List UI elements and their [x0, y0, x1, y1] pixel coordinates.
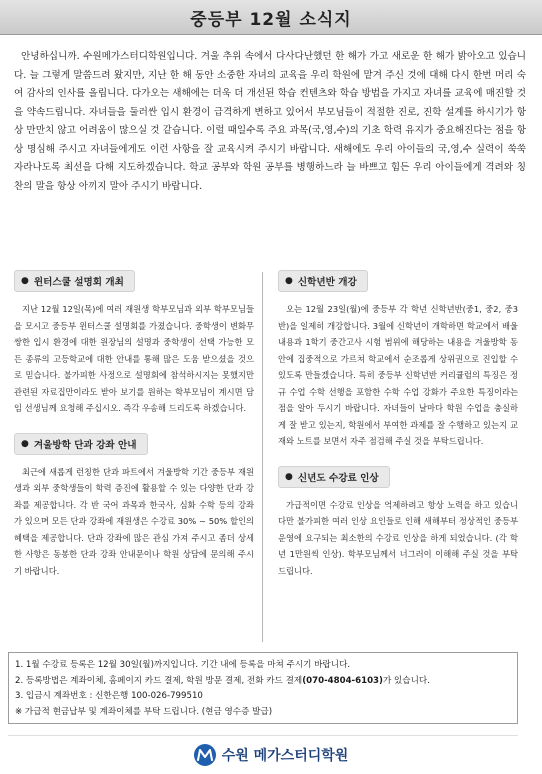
column-divider — [262, 272, 263, 642]
bullet-icon: ● — [285, 471, 293, 482]
section-text: 가급적이면 수강료 인상을 억제하려고 항상 노력을 하고 있습니다만 불가피한 여러 인상 요인들로 인해 새해부터 정상적인 중등부 운영에 요구되는 최소한의 수강료 인상을 하게 되었습니다. (각 학년 1만원씩 인상). 학부모님께서 너그러이 이해해 주실 것을 부탁드립니다. — [278, 499, 518, 576]
phone-number: (070-4804-6103) — [302, 675, 383, 686]
notice-line-account: 3. 입금시 계좌번호 : 신한은행 100-026-799510 — [15, 691, 203, 701]
section-heading — [14, 433, 148, 455]
bullet-icon: ● — [21, 276, 29, 286]
bullet-icon: ● — [285, 276, 293, 286]
bullet-icon: ● — [21, 438, 29, 449]
left-column — [14, 268, 254, 593]
section-heading-label: 신년도 수강료 인상 — [297, 472, 379, 484]
notice-line-request: ※ 가급적 현금납부 및 계좌이체를 부탁 드립니다. (현금 영수증 발급) — [15, 706, 273, 717]
section-heading-label: 겨울방학 단과 강좌 안내 — [33, 439, 137, 451]
section-body — [14, 301, 254, 417]
section-heading — [278, 466, 390, 488]
footer — [0, 741, 542, 769]
academy-name: 수원 메가스터디학원 — [221, 748, 349, 764]
section-text: 최근에 새롭게 런칭한 단과 파트에서 겨울방학 기간 중등부 재원생과 외부 중학생들이 학력 증진에 활용할 수 있는 다양한 단과 강좌를 제공합니다. 각 반 국어 과목과 한국사, 심화 수학 등의 강좌가 있으며 모든 단과 강좌에 재원생은 수강료 30% ~ 50% 할인의 혜택을 제공합니다. 단과 강좌에 많은 관심 가져 주시고 좀더 상세한 사항은 동봉한 단과 강좌 안내문이나 학원 상담에 문의해 주시기 바랍니다. — [14, 466, 254, 576]
intro-message — [14, 48, 526, 196]
right-column — [278, 268, 518, 593]
section-tuition — [278, 464, 518, 580]
academy-logo-icon — [194, 744, 216, 766]
section-heading — [278, 270, 368, 292]
section-body — [278, 497, 518, 580]
section-body — [14, 464, 254, 580]
notice-line-payment — [15, 674, 511, 690]
intro-paragraph: 안녕하십니까. 수원메가스터디학원입니다. 겨울 추위 속에서 다사다난했던 한 해가 가고 새로운 한 해가 밝아오고 있습니다. 늘 그렇게 말씀드려 왔지만, 지난 한 해 동안 소중한 자녀의 교육을 우리 학원에 맡겨 주신 것에 대해 다시 한번 머리 숙여 감사의 인사를 올립니다. 다가오는 새해에는 더욱 더 개선된 학습 컨텐츠와 학습 방법을 가지고 자녀를 교육에 매진할 것을 약속드립니다. 자녀들을 둘러싼 입시 환경이 급격하게 변하고 있어서 부모님들이 적절한 진로, 진학 설계를 하시기가 항상 만만치 않고 어려움이 많으실 것 같습니다. 이럴 때일수록 주요 과목(국,영,수)의 기초 학력 유지가 중요해진다는 점을 항상 명심해 주시고 자녀들에게도 이런 사항을 잘 교육시켜 주시기 바랍니다. 새해에도 우리 아이들의 국,영,수 실력이 쑥쑥 자라나도록 최선을 다해 지도하겠습니다. 학교 공부와 학원 공부를 병행하느라 늘 바쁘고 힘든 우리 아이들에게 격려와 칭찬의 말을 항상 아끼지 말아 주시기 바랍니다. — [14, 51, 526, 192]
section-heading-label: 윈터스쿨 설명회 개최 — [33, 277, 124, 288]
section-heading-label: 신학년반 개강 — [297, 277, 357, 288]
section-body — [278, 301, 518, 450]
section-briefing — [14, 268, 254, 417]
notice-line-deadline: 1. 1월 수강료 등록은 12월 30일(월)까지입니다. 기간 내에 등록을 마쳐 주시기 바랍니다. — [15, 660, 351, 670]
payment-methods: 2. 등록방법은 계좌이체, 홈페이지 카드 결제, 학원 방문 결제, 전화 카드 결제 — [15, 675, 303, 686]
section-heading — [14, 270, 135, 292]
section-text: 오는 12월 23일(월)에 중등부 각 학년 신학년반(중1, 중2, 중3반)을 일제히 개강합니다. 3월에 신학년이 개학하면 학교에서 배울 내용과 1학기 중간고사 시험 범위에 해당하는 내용을 겨울방학 동안에 집중적으로 가르쳐 학교에서 순조롭게 상위권으로 진입할 수 있도록 만들겠습니다. 특히 중등부 신학년반 커리큘럼의 특징은 정규 수업 수학 선행을 포함한 수학 수업 강화가 주요한 특징이라는 점을 알아 두시기 바랍니다. 자녀들이 날마다 학원 수업을 충실하게 잘 받고 있는지, 학원에서 부여한 과제를 잘 수행하고 있는지 교재와 노트를 보면서 자주 점검해 주실 것을 부탁드립니다. — [278, 304, 518, 446]
notice-box — [8, 652, 518, 724]
section-winter-course — [14, 431, 254, 580]
footer-divider — [8, 735, 518, 736]
section-text: 지난 12월 12일(목)에 여러 재원생 학부모님과 외부 학부모님들을 모시고 중등부 윈터스쿨 설명회를 가졌습니다. 중학생이 변화무쌍한 입시 환경에 대한 원장님의 설명과 중학생이 선택 가능한 모든 종류의 고등학교에 대한 안내를 통해 많은 도움 받으셨을 것으로 믿습니다. 불가피한 사정으로 설명회에 참석하시지는 못했지만 관련된 자료집만이라도 받아 보기를 원하는 학부모님이 계시면 담임 선생님께 요청해 주십시오. 즉각 우송해 드리도록 하겠습니다. — [14, 304, 254, 413]
payment-methods-end: 가 있습니다. — [382, 675, 430, 686]
section-new-class — [278, 268, 518, 450]
newsletter-title: 중등부 12월 소식지 — [0, 0, 542, 35]
